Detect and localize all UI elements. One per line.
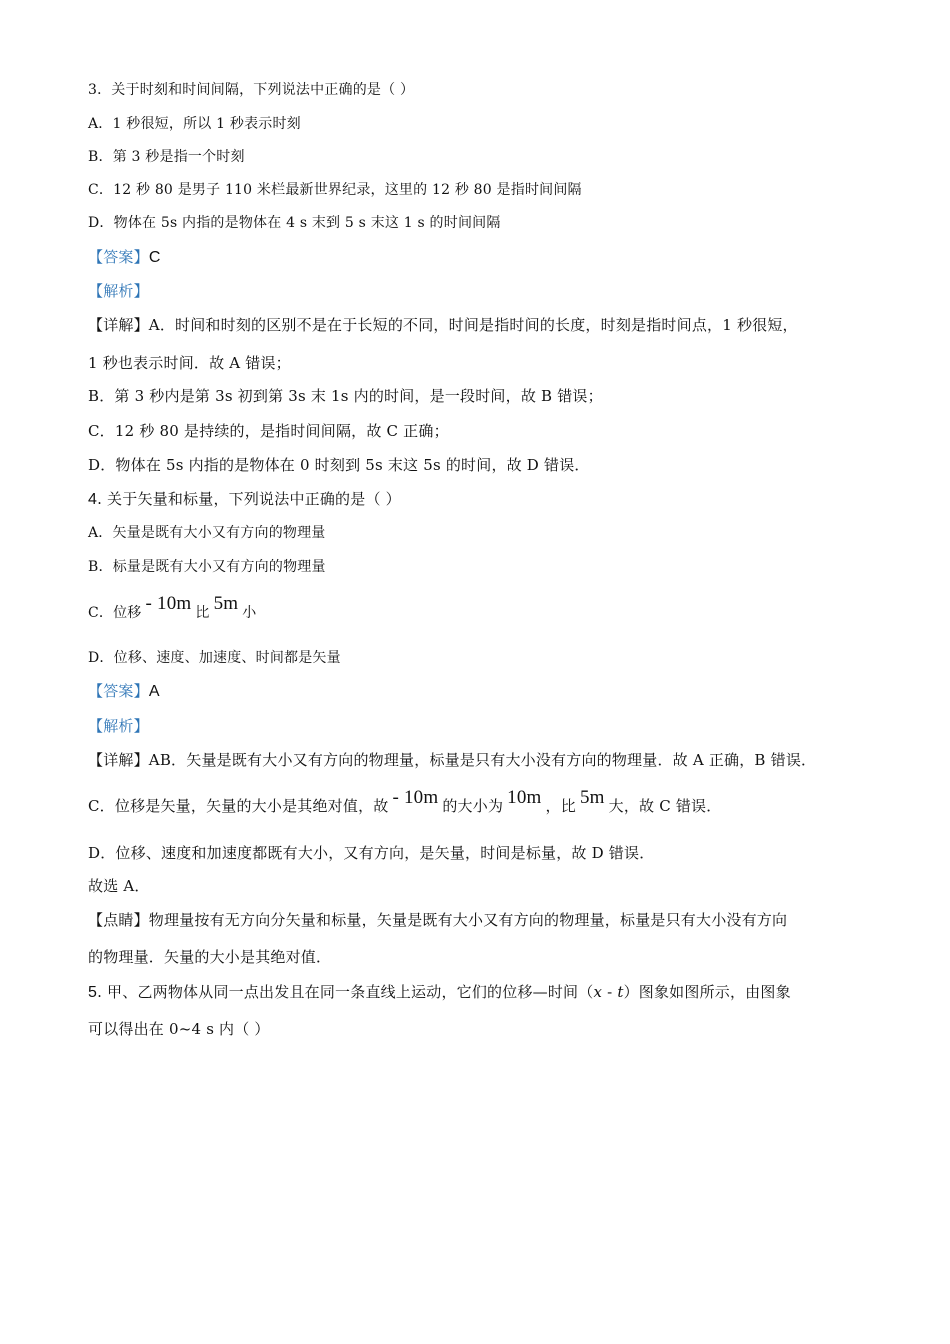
q4-option-c-prefix: C．位移 bbox=[88, 605, 142, 621]
q3-answer-value: C bbox=[148, 249, 161, 266]
q3-option-c: C．12 秒 80 是男子 110 米栏最新世界纪录，这里的 12 秒 80 是指时间间隔 bbox=[88, 182, 582, 198]
q4-detail-line-2 bbox=[88, 787, 722, 816]
q3-detail-line-1: 【详解】A．时间和时刻的区别不是在于长短的不同，时间是指时间的长度，时刻是指时间点，1 秒很短， bbox=[88, 316, 798, 334]
q5-number: 5 bbox=[88, 984, 98, 1001]
q4-conclusion: 故选 A． bbox=[88, 877, 150, 895]
q4-detail-c-value-3: 5m bbox=[579, 787, 605, 808]
q5-stem-suffix: ）图象如图所示，由图象 bbox=[623, 983, 791, 1001]
q4-stem-row bbox=[88, 489, 401, 510]
q5-stem-line-2: 可以得出在 0~4 s 内（ ） bbox=[88, 1020, 270, 1038]
q4-option-a: A．矢量是既有大小又有方向的物理量 bbox=[88, 525, 326, 541]
q5-stem-row bbox=[88, 982, 791, 1003]
q4-detail-c-value-1: - 10m bbox=[392, 787, 439, 808]
q4-detail-c-middle-1: 的大小为 bbox=[442, 797, 504, 815]
q4-number: 4 bbox=[88, 491, 98, 508]
q4-option-b: B．标量是既有大小又有方向的物理量 bbox=[88, 559, 326, 575]
q3-detail-line-5: D．物体在 5s 内指的是物体在 0 时刻到 5s 末这 5s 的时间，故 D 错误． bbox=[88, 456, 590, 474]
q3-answer-row bbox=[88, 247, 161, 268]
q3-detail-line-2: 1 秒也表示时间．故 A 错误； bbox=[88, 354, 291, 372]
q4-detail-line-3: D．位移、速度和加速度都既有大小，又有方向，是矢量，时间是标量，故 D 错误． bbox=[88, 844, 655, 862]
q5-dash: - bbox=[602, 983, 618, 1001]
q4-detail-line-1: 【详解】AB．矢量是既有大小又有方向的物理量，标量是只有大小没有方向的物理量．故 A 正确，B 错误． bbox=[88, 751, 817, 769]
q5-var-t: t bbox=[617, 983, 624, 1001]
q4-answer-tag: 【答案】 bbox=[88, 682, 149, 700]
q4-detail-c-value-2: 10m bbox=[507, 787, 542, 808]
q4-answer-value: A bbox=[148, 683, 160, 700]
q3-option-b: B．第 3 秒是指一个时刻 bbox=[88, 149, 245, 165]
q3-stem: 3．关于时刻和时间间隔，下列说法中正确的是（ ） bbox=[88, 82, 415, 98]
q4-analysis-tag: 【解析】 bbox=[88, 717, 149, 735]
q5-var-x: x bbox=[593, 983, 603, 1001]
q4-option-d: D．位移、速度、加速度、时间都是矢量 bbox=[88, 650, 341, 666]
q4-answer-row bbox=[88, 681, 160, 702]
q3-answer-tag: 【答案】 bbox=[88, 248, 149, 266]
q3-analysis-tag: 【解析】 bbox=[88, 282, 149, 300]
q5-stem-prefix: . 甲、乙两物体从同一点出发且在同一条直线上运动，它们的位移—时间（ bbox=[97, 983, 594, 1001]
q4-option-c bbox=[88, 593, 257, 623]
q3-detail-line-3: B．第 3 秒内是第 3s 初到第 3s 末 1s 内的时间，是一段时间，故 B 错误； bbox=[88, 387, 603, 405]
q4-option-c-value-1: - 10m bbox=[145, 593, 192, 614]
q4-detail-c-prefix: C．位移是矢量，矢量的大小是其绝对值，故 bbox=[88, 797, 389, 815]
q3-detail-line-4: C．12 秒 80 是持续的，是指时间间隔，故 C 正确； bbox=[88, 422, 449, 440]
q4-comment-line-1: 【点睛】物理量按有无方向分矢量和标量，矢量是既有大小又有方向的物理量，标量是只有大小没有方向 bbox=[88, 911, 788, 929]
q4-comment-line-2: 的物理量．矢量的大小是其绝对值． bbox=[88, 948, 332, 966]
q4-detail-c-middle-2: ，比 bbox=[545, 797, 576, 815]
q4-option-c-middle: 比 bbox=[195, 605, 210, 621]
q4-stem: . 关于矢量和标量，下列说法中正确的是（ ） bbox=[97, 490, 401, 508]
q3-option-a: A．1 秒很短，所以 1 秒表示时刻 bbox=[88, 116, 301, 132]
q4-option-c-suffix: 小 bbox=[242, 605, 257, 621]
q4-detail-c-suffix: 大，故 C 错误． bbox=[608, 797, 722, 815]
q3-option-d: D．物体在 5s 内指的是物体在 4 s 末到 5 s 末这 1 s 的时间间隔 bbox=[88, 215, 501, 231]
q4-option-c-value-2: 5m bbox=[213, 593, 239, 614]
